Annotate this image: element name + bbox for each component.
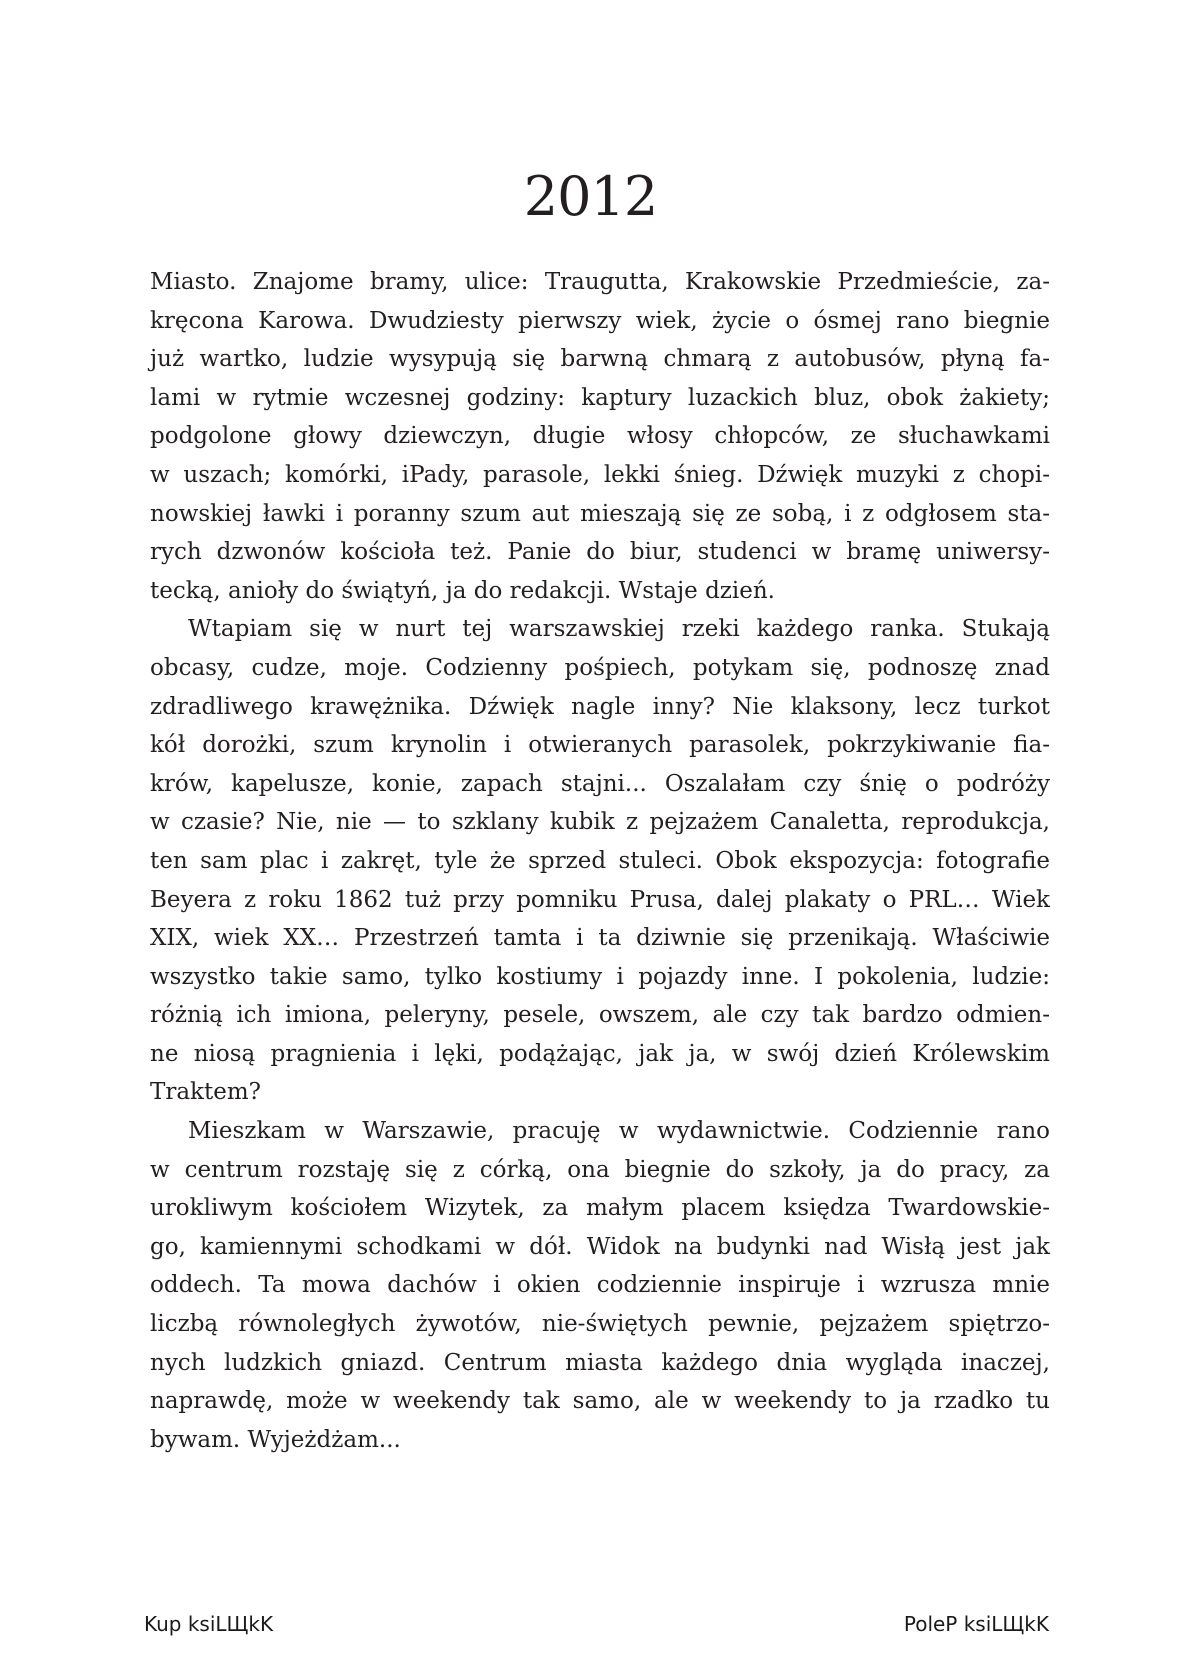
text-line: w czasie? Nie, nie — to szklany kubik z pejzażem Canaletta, reprodukcja, [150, 809, 1050, 836]
text-line: zdradliwego krawężnika. Dźwięk nagle inny? Nie klaksony, lecz turkot [150, 693, 1050, 720]
text-line: podgolone głowy dziewczyn, długie włosy chłopców, ze słuchawkami [150, 423, 1050, 450]
text-line: obcasy, cudze, moje. Codzienny pośpiech, potykam się, podnoszę znad [150, 654, 1050, 681]
text-line: lami w rytmie wczesnej godziny: kaptury luzackich bluz, obok żakiety; [150, 384, 1050, 411]
text-line: różnią ich imiona, peleryny, pesele, owszem, ale czy tak bardzo odmien- [150, 1002, 1050, 1029]
text-line: nowskiej ławki i poranny szum aut mieszają się ze sobą, i z odgłosem sta- [150, 500, 1050, 527]
text-line: bywam. Wyjeżdżam... [150, 1426, 401, 1453]
text-line: Miasto. Znajome bramy, ulice: Traugutta, Krakowskie Przedmieście, za- [150, 269, 1050, 295]
text-line: Mieszkam w Warszawie, pracuję w wydawnictwie. Codziennie rano [188, 1118, 1050, 1145]
text-line: go, kamiennymi schodkami w dół. Widok na budynki nad Wisłą jest jak [150, 1233, 1050, 1260]
text-line: w uszach; komórki, iPady, parasole, lekki śnieg. Dźwięk muzyki z chopi- [150, 461, 1050, 488]
text-line: kręcona Karowa. Dwudziesty pierwszy wiek, życie o ósmej rano biegnie [150, 307, 1050, 334]
text-line: naprawdę, może w weekendy tak samo, ale w weekendy to ja rzadko tu [150, 1388, 1050, 1415]
text-line: nych ludzkich gniazd. Centrum miasta każdego dnia wygląda inaczej, [150, 1349, 1050, 1376]
paragraph [150, 263, 1050, 610]
text-line: Traktem? [150, 1079, 261, 1106]
text-line: urokliwym kościołem Wizytek, za małym placem księdza Twardowskie- [150, 1195, 1050, 1222]
text-line: Beyera z roku 1862 tuż przy pomniku Prusa, dalej plakaty o PRL… Wiek [150, 886, 1050, 913]
paragraph [150, 1112, 1050, 1459]
recommend-book-link[interactable]: PoleP ksiLЩkK [903, 1612, 1049, 1636]
text-line: tecką, anioły do świątyń, ja do redakcji. Wstaje dzień. [150, 577, 775, 604]
text-line: kół dorożki, szum krynolin i otwieranych parasolek, pokrzykiwanie fia- [150, 732, 1050, 759]
text-line: w centrum rozstaję się z córką, ona biegnie do szkoły, ja do pracy, za [150, 1156, 1050, 1183]
text-line: krów, kapelusze, konie, zapach stajni... Oszalałam czy śnię o podróży [150, 770, 1050, 797]
chapter-title: 2012 [523, 165, 658, 228]
text-line: oddech. Ta mowa dachów i okien codziennie inspiruje i wzrusza mnie [150, 1272, 1050, 1299]
text-line: już wartko, ludzie wysypują się barwną chmarą z autobusów, płyną fa- [150, 346, 1050, 373]
text-line: ne niosą pragnienia i lęki, podążając, jak ja, w swój dzień Królewskim [150, 1040, 1050, 1067]
paragraph [150, 610, 1050, 1112]
text-line: liczbą równoległych żywotów, nie-świętych pewnie, pejzażem spiętrzo- [150, 1311, 1050, 1338]
text-line: rych dzwonów kościoła też. Panie do biur, studenci w bramę uniwersy- [150, 539, 1050, 566]
buy-book-link[interactable]: Kup ksiLЩkK [144, 1612, 274, 1636]
text-line: Wtapiam się w nurt tej warszawskiej rzeki każdego ranka. Stukają [188, 616, 1050, 643]
text-line: XIX, wiek XX… Przestrzeń tamta i ta dziwnie się przenikają. Właściwie [150, 925, 1050, 952]
body-text [150, 263, 1050, 1459]
text-line: wszystko takie samo, tylko kostiumy i pojazdy inne. I pokolenia, ludzie: [150, 963, 1050, 990]
text-line: ten sam plac i zakręt, tyle że sprzed stuleci. Obok ekspozycja: fotografie [150, 847, 1050, 874]
